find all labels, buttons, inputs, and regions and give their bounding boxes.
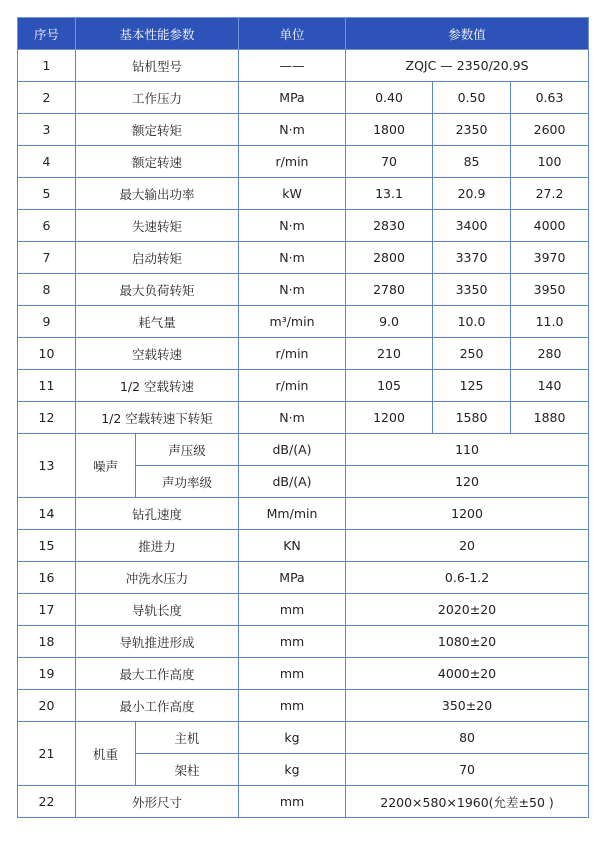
param-unit: mm	[239, 786, 346, 818]
param-unit: N·m	[239, 210, 346, 242]
param-name: 声压级	[136, 434, 239, 466]
row-number: 13	[18, 434, 76, 498]
param-unit: MPa	[239, 562, 346, 594]
param-value: 85	[433, 146, 511, 178]
table-header-row	[18, 18, 589, 50]
param-value: 0.63	[511, 82, 589, 114]
param-value: 2800	[346, 242, 433, 274]
table-row	[18, 114, 589, 146]
param-unit: N·m	[239, 274, 346, 306]
row-number: 8	[18, 274, 76, 306]
table-row	[18, 82, 589, 114]
param-value: 1200	[346, 498, 589, 530]
param-unit: r/min	[239, 338, 346, 370]
param-value: 27.2	[511, 178, 589, 210]
param-value: 70	[346, 754, 589, 786]
param-name: 最大负荷转矩	[76, 274, 239, 306]
param-value: 1080±20	[346, 626, 589, 658]
param-name: 失速转矩	[76, 210, 239, 242]
param-name: 钻孔速度	[76, 498, 239, 530]
param-name: 导轨长度	[76, 594, 239, 626]
param-value: 2350	[433, 114, 511, 146]
param-value: 70	[346, 146, 433, 178]
header-value: 参数值	[346, 18, 589, 50]
param-unit: dB/(A)	[239, 434, 346, 466]
table-row	[18, 402, 589, 434]
table-row	[18, 658, 589, 690]
param-value: 1880	[511, 402, 589, 434]
param-value: 125	[433, 370, 511, 402]
param-name: 导轨推进形成	[76, 626, 239, 658]
param-value: 0.40	[346, 82, 433, 114]
param-name: 空载转速	[76, 338, 239, 370]
table-row	[18, 242, 589, 274]
param-value: 9.0	[346, 306, 433, 338]
header-unit: 单位	[239, 18, 346, 50]
param-value: 2780	[346, 274, 433, 306]
row-number: 3	[18, 114, 76, 146]
param-name: 架柱	[136, 754, 239, 786]
row-number: 17	[18, 594, 76, 626]
table-row	[18, 722, 589, 754]
row-number: 4	[18, 146, 76, 178]
row-number: 19	[18, 658, 76, 690]
param-value: 4000	[511, 210, 589, 242]
param-value: 1800	[346, 114, 433, 146]
param-value: 210	[346, 338, 433, 370]
row-number: 14	[18, 498, 76, 530]
param-value: 2600	[511, 114, 589, 146]
param-value: 3400	[433, 210, 511, 242]
param-value: 3970	[511, 242, 589, 274]
param-unit: dB/(A)	[239, 466, 346, 498]
param-name: 最大工作高度	[76, 658, 239, 690]
param-value: 2200×580×1960(允差±50 )	[346, 786, 589, 818]
param-unit: r/min	[239, 146, 346, 178]
param-name: 推进力	[76, 530, 239, 562]
param-value: 3370	[433, 242, 511, 274]
table-row	[18, 498, 589, 530]
param-value: 120	[346, 466, 589, 498]
row-number: 2	[18, 82, 76, 114]
param-name: 启动转矩	[76, 242, 239, 274]
table-row	[18, 370, 589, 402]
row-number: 1	[18, 50, 76, 82]
param-name: 外形尺寸	[76, 786, 239, 818]
row-number: 21	[18, 722, 76, 786]
param-value: 10.0	[433, 306, 511, 338]
param-value: 100	[511, 146, 589, 178]
param-name: 钻机型号	[76, 50, 239, 82]
param-unit: KN	[239, 530, 346, 562]
param-name: 额定转速	[76, 146, 239, 178]
param-name: 主机	[136, 722, 239, 754]
param-unit: mm	[239, 658, 346, 690]
param-value: 0.50	[433, 82, 511, 114]
param-group: 机重	[76, 722, 136, 786]
table-body	[18, 50, 589, 818]
param-value: 250	[433, 338, 511, 370]
param-value: 11.0	[511, 306, 589, 338]
param-unit: N·m	[239, 114, 346, 146]
param-value: 1200	[346, 402, 433, 434]
row-number: 22	[18, 786, 76, 818]
table-row	[18, 50, 589, 82]
table-row	[18, 594, 589, 626]
param-name: 最小工作高度	[76, 690, 239, 722]
table-row	[18, 338, 589, 370]
param-value: 2020±20	[346, 594, 589, 626]
header-no: 序号	[18, 18, 76, 50]
param-name: 声功率级	[136, 466, 239, 498]
row-number: 15	[18, 530, 76, 562]
param-unit: kW	[239, 178, 346, 210]
table-row	[18, 434, 589, 466]
param-value: 1580	[433, 402, 511, 434]
param-value: ZQJC — 2350/20.9S	[346, 50, 589, 82]
param-unit: MPa	[239, 82, 346, 114]
row-number: 12	[18, 402, 76, 434]
param-unit: mm	[239, 626, 346, 658]
param-name: 冲洗水压力	[76, 562, 239, 594]
param-value: 20	[346, 530, 589, 562]
param-value: 3950	[511, 274, 589, 306]
row-number: 6	[18, 210, 76, 242]
param-name: 最大输出功率	[76, 178, 239, 210]
param-value: 105	[346, 370, 433, 402]
table-row	[18, 530, 589, 562]
param-value: 20.9	[433, 178, 511, 210]
param-unit: m³/min	[239, 306, 346, 338]
param-unit: r/min	[239, 370, 346, 402]
table-row	[18, 178, 589, 210]
param-name: 工作压力	[76, 82, 239, 114]
row-number: 5	[18, 178, 76, 210]
param-value: 2830	[346, 210, 433, 242]
param-value: 3350	[433, 274, 511, 306]
row-number: 10	[18, 338, 76, 370]
param-unit: mm	[239, 690, 346, 722]
param-value: 110	[346, 434, 589, 466]
row-number: 11	[18, 370, 76, 402]
table-row	[18, 562, 589, 594]
param-unit: kg	[239, 722, 346, 754]
row-number: 16	[18, 562, 76, 594]
param-name: 1/2 空载转速下转矩	[76, 402, 239, 434]
table-row	[18, 786, 589, 818]
row-number: 20	[18, 690, 76, 722]
param-unit: kg	[239, 754, 346, 786]
table-row	[18, 306, 589, 338]
param-value: 280	[511, 338, 589, 370]
param-unit: Mm/min	[239, 498, 346, 530]
table-row	[18, 146, 589, 178]
param-name: 1/2 空载转速	[76, 370, 239, 402]
param-unit: N·m	[239, 402, 346, 434]
param-name: 耗气量	[76, 306, 239, 338]
param-value: 140	[511, 370, 589, 402]
header-param: 基本性能参数	[76, 18, 239, 50]
param-unit: mm	[239, 594, 346, 626]
param-value: 13.1	[346, 178, 433, 210]
param-value: 350±20	[346, 690, 589, 722]
row-number: 9	[18, 306, 76, 338]
param-unit: ——	[239, 50, 346, 82]
param-name: 额定转矩	[76, 114, 239, 146]
param-unit: N·m	[239, 242, 346, 274]
table-row	[18, 626, 589, 658]
table-row	[18, 274, 589, 306]
row-number: 18	[18, 626, 76, 658]
param-value: 4000±20	[346, 658, 589, 690]
param-group: 噪声	[76, 434, 136, 498]
param-value: 0.6-1.2	[346, 562, 589, 594]
param-value: 80	[346, 722, 589, 754]
table-row	[18, 210, 589, 242]
table-row	[18, 690, 589, 722]
parameter-table	[17, 17, 589, 818]
row-number: 7	[18, 242, 76, 274]
